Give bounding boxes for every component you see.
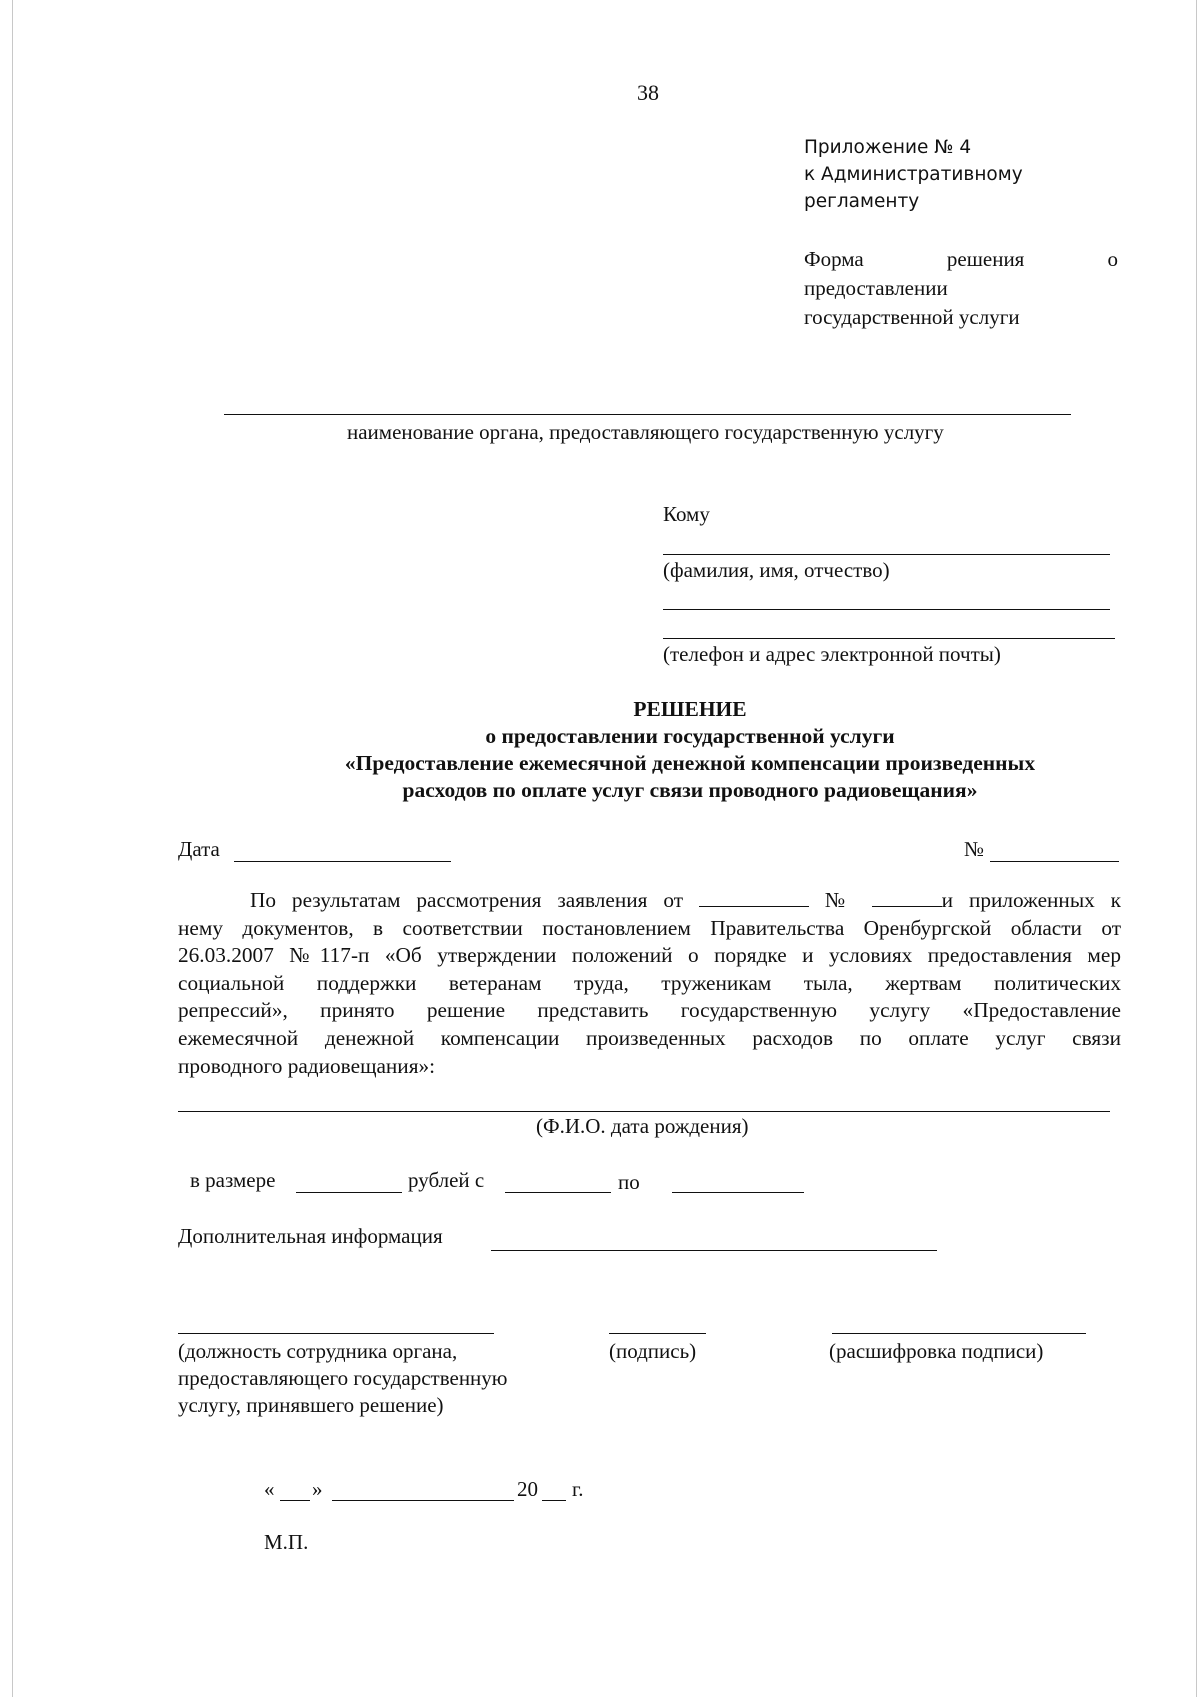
position-caption-line-1: (должность сотрудника органа, [178,1339,458,1363]
decision-title: РЕШЕНИЕ [633,697,747,721]
application-date-blank[interactable] [699,888,809,907]
form-description [804,245,1118,332]
application-number-blank[interactable] [872,888,942,907]
amount-blank[interactable] [296,1192,402,1193]
left-scan-edge [12,0,13,1697]
position-line[interactable] [178,1333,494,1334]
footer-year-prefix: 20 [517,1477,538,1501]
form-description-word-1: Форма [804,247,864,271]
number-label: № [964,837,985,861]
service-name-line-1: «Предоставление ежемесячной денежной компенсации произведенных [344,751,1036,775]
body-line-1-text-c: и приложенных к [941,888,1122,912]
date-blank[interactable] [234,861,451,862]
start-date-blank[interactable] [505,1192,611,1193]
recipient-extra-line-2 [663,638,1115,639]
additional-info-label: Дополнительная информация [178,1224,443,1248]
footer-day-blank[interactable] [280,1500,310,1501]
authority-name-line [224,414,1071,415]
footer-open-quote: « [264,1477,275,1501]
rubles-from-label: рублей с [408,1168,485,1192]
body-line-1-text-a: По результатам рассмотрения заявления от [250,888,684,912]
body-line-4: социальной поддержки ветеранам труда, труженикам тыла, жертвам политических [178,970,1121,995]
end-date-blank[interactable] [672,1192,804,1193]
amount-label: в размере [190,1168,276,1192]
signature-caption: (подпись) [609,1339,697,1363]
to-label: по [618,1170,640,1194]
authority-caption: наименование органа, предоставляющего государственную услугу [347,420,944,444]
decision-subtitle: о предоставлении государственной услуги [485,724,895,748]
service-name-line-2: расходов по оплате услуг связи проводного радиовещания» [402,778,978,802]
position-caption-line-2: предоставляющего государственную [178,1366,508,1390]
stamp-label: М.П. [264,1530,309,1554]
body-line-2: нему документов, в соответствии постановлением Правительства Оренбургской области от [178,915,1121,940]
position-caption-line-3: услугу, принявшего решение) [178,1393,444,1417]
additional-info-blank[interactable] [491,1250,937,1251]
number-blank[interactable] [990,861,1119,862]
recipient-label: Кому [663,502,710,526]
body-line-5: репрессий», принято решение представить государственную услугу «Предоставление [178,998,1121,1023]
footer-close-quote: » [312,1477,323,1501]
date-label: Дата [178,837,220,861]
appendix-line-3: регламенту [804,191,920,212]
recipient-name-line [663,554,1110,555]
form-description-line-3: государственной услуги [804,305,1020,329]
footer-month-blank[interactable] [332,1500,514,1501]
footer-year-suffix: г. [572,1477,584,1501]
fio-caption: (Ф.И.О. дата рождения) [536,1114,749,1138]
body-paragraph [178,887,1121,1080]
body-line-7: проводного радиовещания»: [178,1053,436,1078]
signature-line[interactable] [609,1333,706,1334]
appendix-line-2: к Административному [804,164,1023,185]
form-description-word-2: решения [946,247,1025,271]
body-line-1-number-sign: № [824,888,856,912]
page-number: 38 [637,80,659,105]
decoding-caption: (расшифровка подписи) [829,1339,1044,1363]
recipient-contact-caption: (телефон и адрес электронной почты) [663,642,1001,666]
form-description-line-2: предоставлении [804,276,948,300]
recipient-extra-line-1 [663,609,1110,610]
decoding-line[interactable] [832,1333,1086,1334]
body-line-1 [178,887,1121,915]
recipient-name-caption: (фамилия, имя, отчество) [663,558,890,582]
footer-year-blank[interactable] [542,1500,566,1501]
appendix-line-1: Приложение № 4 [804,137,972,158]
body-line-6: ежемесячной денежной компенсации произведенных расходов по оплате услуг связи [178,1025,1121,1050]
fio-line[interactable] [178,1111,1110,1112]
right-scan-edge [1196,0,1197,1697]
form-description-word-3: о [1107,247,1118,271]
body-line-3: 26.03.2007 №117-п «Об утверждении положений о порядке и условиях предоставления мер [178,943,1121,968]
